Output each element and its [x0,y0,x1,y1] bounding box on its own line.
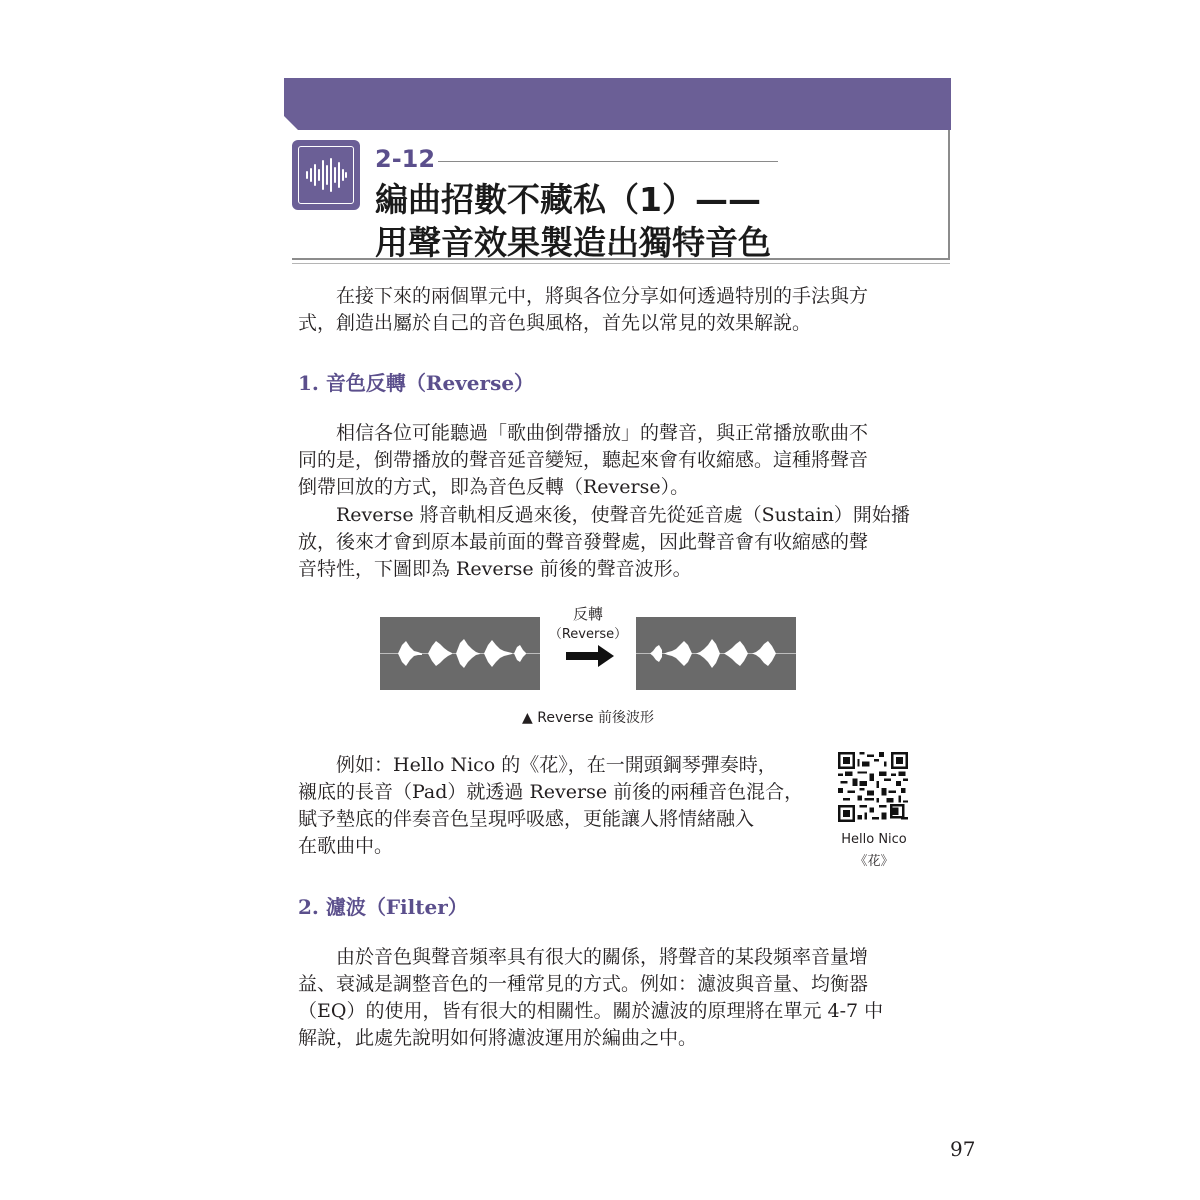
section-number: 2-12 [375,145,436,173]
paragraph-line: 放，後來才會到原本最前面的聲音發聲處，因此聲音會有收縮感的聲 [298,531,869,553]
qr-code-image[interactable] [838,752,908,822]
chapter-header-band [284,78,951,130]
filter-paragraph [298,944,924,1052]
reversed-waveform-image [636,617,796,690]
reverse-paragraph-1 [298,420,924,501]
page-title-line2: 用聲音效果製造出獨特音色 [375,223,771,262]
section-heading-filter: 2. 濾波（Filter） [298,895,468,919]
arrow-label-english: （Reverse） [548,627,628,642]
intro-line: 式，創造出屬於自己的音色與風格，首先以常見的效果解說。 [298,312,812,334]
paragraph-line: 在歌曲中。 [298,835,394,857]
paragraph-line: （EQ）的使用，皆有很大的相關性。關於濾波的原理將在單元 4-7 中 [298,1000,884,1022]
qr-caption-artist: Hello Nico [841,832,907,847]
page-title-line1: 編曲招數不藏私（1）—— [375,180,761,219]
paragraph-line: 倒帶回放的方式，即為音色反轉（Reverse）。 [298,476,690,498]
original-waveform-image [380,617,540,690]
paragraph-line: 相信各位可能聽過「歌曲倒帶播放」的聲音，與正常播放歌曲不 [336,422,869,444]
intro-paragraph [298,283,924,337]
figure-caption: ▲ Reverse 前後波形 [522,710,654,726]
paragraph-line: 益、衰減是調整音色的一種常見的方式。例如：濾波與音量、均衡器 [298,973,869,995]
arrow-label: 反轉 [572,605,603,623]
intro-line: 在接下來的兩個單元中，將與各位分享如何透過特別的手法與方 [336,285,869,307]
reverse-paragraph-2 [298,502,924,583]
paragraph-line: 音特性，下圖即為 Reverse 前後的聲音波形。 [298,558,692,580]
waveform-icon [292,140,360,210]
section-heading-reverse: 1. 音色反轉（Reverse） [298,371,535,395]
paragraph-line: 襯底的長音（Pad）就透過 Reverse 前後的兩種音色混合， [298,781,804,803]
right-arrow-icon [566,645,614,671]
paragraph-line: 由於音色與聲音頻率具有很大的關係，將聲音的某段頻率音量增 [336,946,869,968]
paragraph-line: 解說，此處先說明如何將濾波運用於編曲之中。 [298,1027,698,1049]
example-paragraph [298,752,818,860]
paragraph-line: 同的是，倒帶播放的聲音延音變短，聽起來會有收縮感。這種將聲音 [298,449,869,471]
paragraph-line: Reverse 將音軌相反過來後，使聲音先從延音處（Sustain）開始播 [336,504,910,526]
paragraph-line: 賦予墊底的伴奏音色呈現呼吸感，更能讓人將情緒融入 [298,808,755,830]
qr-caption-song: 《花》 [854,854,894,869]
paragraph-line: 例如：Hello Nico 的《花》，在一開頭鋼琴彈奏時， [336,754,777,776]
page-number: 97 [950,1137,976,1161]
section-number-rule [438,161,778,162]
